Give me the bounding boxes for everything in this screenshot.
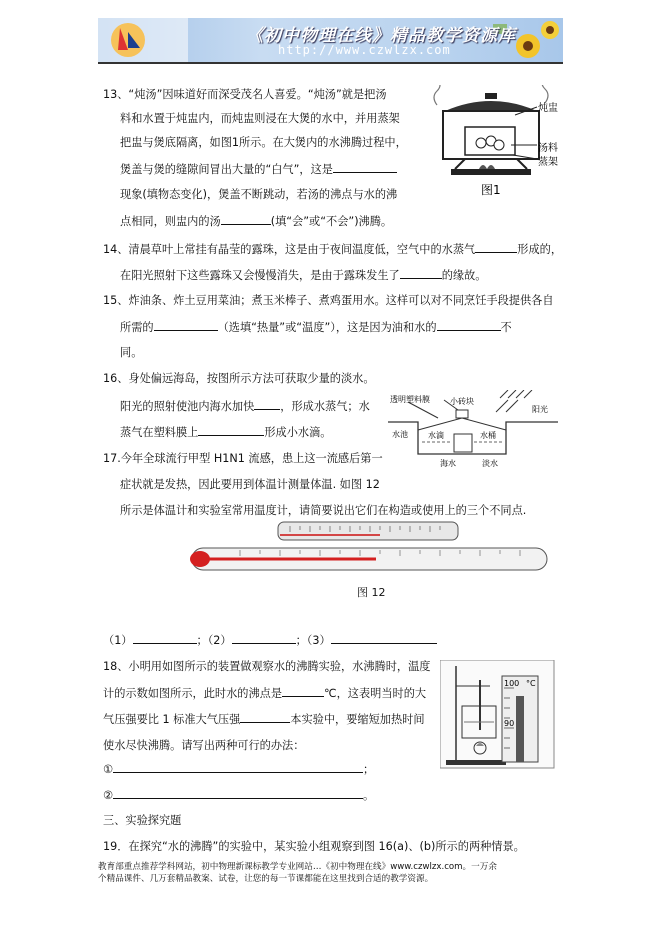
- q16-blank2[interactable]: [198, 425, 264, 436]
- q18-option2: ② 。: [103, 789, 375, 802]
- q16-line2: [120, 399, 370, 414]
- q14-line2-tail: 的缘故。: [441, 269, 487, 282]
- q18-line3-text: 气压强要比 1 标准大气压强: [103, 713, 241, 726]
- q14-blank1[interactable]: [475, 242, 517, 253]
- q18-option1: ① ；: [103, 763, 375, 776]
- fig1-caption: 图1: [481, 183, 501, 197]
- q16-line3: [120, 425, 331, 440]
- solar-label-fresh: 淡水: [482, 459, 498, 468]
- q13-line6-tail: (填“会”或“不会”)沸腾。: [270, 215, 393, 228]
- q13-line1: 13、“炖汤”因味道好而深受茂名人喜爱。“炖汤”就是把汤: [103, 88, 387, 101]
- q14-line1: [103, 242, 562, 257]
- solar-label-drop: 水滴: [428, 431, 444, 440]
- footer-line1: 教育部重点推荐学科网站，初中物理新课标教学专业网站…《初中物理在线》www.czwlzx.com。一万余: [98, 862, 497, 872]
- figure12-thermometers: [180, 520, 555, 580]
- q16-line1: 16、身处偏远海岛，按图所示方法可获取少量的淡水。: [103, 372, 375, 385]
- q18-line3-tail: 本实验中，要缩短加热时间: [290, 713, 425, 726]
- q18-blank1[interactable]: [282, 686, 324, 697]
- q17-answer2-label: ；（2）: [196, 634, 232, 647]
- q18-line2-text: 计的示数如图所示，此时水的沸点是: [103, 687, 283, 700]
- q18-option2-blank[interactable]: [113, 788, 363, 799]
- q17-line2: 症状就是发热，因此要用到体温计测量体温. 如图 12: [120, 478, 380, 491]
- q15-line2: [120, 320, 512, 335]
- q18-line2: [103, 686, 426, 701]
- q18-option2-label: ②: [103, 789, 114, 802]
- q16-line3-text: 蒸气在塑料膜上: [120, 426, 199, 439]
- q13-blank2[interactable]: [221, 214, 271, 225]
- q16-blank1[interactable]: [254, 399, 280, 410]
- q13-line3: 把盅与煲底隔离，如图1所示。在大煲内的水沸腾过程中，: [120, 136, 407, 149]
- fig1-label-zhengjia: 蒸架: [538, 157, 558, 168]
- banner-title: 《初中物理在线》精品教学资源库: [246, 26, 516, 46]
- q18-blank2[interactable]: [240, 712, 290, 723]
- q17-line1: 17.今年全球流行甲型 H1N1 流感，患上这一流感后第一: [103, 452, 383, 465]
- q15-line2-mid: （选填“热量”或“温度”），这是因为油和水的: [217, 321, 437, 334]
- q13-line6: [120, 214, 392, 229]
- q17-answers: [103, 633, 437, 648]
- q18-option1-blank[interactable]: [113, 762, 363, 773]
- fig1-label-zhongpot: 炖盅: [538, 103, 558, 114]
- figure-solar-still: [388, 390, 558, 470]
- footer-line2: 个精品课件、几万套精品教案、试卷，让您的每一节课都能在这里找到合适的教学资源。: [98, 874, 434, 884]
- section3-heading: 三、实验探究题: [103, 814, 182, 827]
- q14-line2-text: 在阳光照射下这些露珠又会慢慢消失，是由于露珠发生了: [120, 269, 400, 282]
- q17-answer3-blank[interactable]: [331, 633, 437, 644]
- q14-line1-text: 14、清晨草叶上常挂有晶莹的露珠，这是由于夜间温度低，空气中的水蒸气: [103, 243, 476, 256]
- q19-line1: 19．在探究“水的沸腾”的实验中，某实验小组观察到图 16(a)、(b)所示的两种情景。: [103, 840, 525, 853]
- q16-line2-tail: ，形成水蒸气；水: [280, 400, 370, 413]
- q17-answer2-blank[interactable]: [232, 633, 296, 644]
- q17-answer3-label: ；（3）: [295, 634, 331, 647]
- q13-line4-text: 煲盖与煲的缝隙间冒出大量的“白气”，这是: [120, 163, 333, 176]
- q18-line3: [103, 712, 425, 727]
- q17-answer1-label: （1）: [103, 634, 133, 647]
- q13-blank1[interactable]: [333, 162, 397, 173]
- q15-line1: 15、炸油条、炸土豆用菜油；煮玉米棒子、煮鸡蛋用水。这样可以对不同烹饪手段提供各自: [103, 294, 554, 307]
- solar-label-sun: 阳光: [532, 405, 548, 414]
- fig1-label-tangliao: 汤料: [538, 143, 558, 154]
- q16-line2-text: 阳光的照射使池内海水加快: [120, 400, 255, 413]
- q14-line1-tail: 形成的，: [517, 243, 563, 256]
- therm-label-90: 90: [504, 719, 515, 728]
- figure12-caption: 图 12: [357, 586, 386, 599]
- q18-line2-tail: ℃，这表明当时的大: [324, 687, 427, 700]
- solar-label-pool: 水池: [392, 430, 408, 439]
- q18-option1-label: ①: [103, 763, 114, 776]
- q18-line1: 18、小明用如图所示的装置做观察水的沸腾实验，水沸腾时，温度: [103, 660, 431, 673]
- solar-label-bucket: 水桶: [480, 431, 496, 440]
- header-banner: [98, 18, 563, 64]
- q15-line2-text: 所需的: [120, 321, 154, 334]
- q18-line4: 使水尽快沸腾。请写出两种可行的办法：: [103, 739, 305, 752]
- solar-label-brick: 小砖块: [450, 397, 474, 406]
- q15-line2-tail: 不: [500, 321, 512, 334]
- q15-blank1[interactable]: [154, 320, 218, 331]
- q13-line5: 现象(填物态变化)，煲盖不断跳动，若汤的沸点与水的沸: [120, 188, 398, 201]
- figure1-pot: [425, 85, 565, 200]
- q14-line2: [120, 268, 486, 283]
- q17-answer1-blank[interactable]: [133, 633, 197, 644]
- q13-line2: 料和水置于炖盅内，而炖盅则浸在大煲的水中，并用蒸架: [120, 112, 400, 125]
- q15-line3: 同。: [120, 346, 143, 359]
- q13-line4: [120, 162, 397, 177]
- solar-label-sea: 海水: [440, 459, 456, 468]
- q16-line3-tail: 形成小水滴。: [264, 426, 332, 439]
- q15-blank2[interactable]: [437, 320, 501, 331]
- q17-line3: 所示是体温计和实验室常用温度计，请简要说出它们在构造或使用上的三个不同点.: [120, 504, 527, 517]
- banner-url: http://www.czwlzx.com: [278, 43, 451, 57]
- q14-blank2[interactable]: [400, 268, 442, 279]
- q13-line6-text: 点相同，则盅内的汤: [120, 215, 221, 228]
- therm-label-100: 100: [504, 679, 520, 688]
- solar-label-film: 透明塑料膜: [390, 395, 430, 404]
- figure-boiling-setup: [440, 660, 555, 770]
- therm-label-unit: °C: [526, 679, 536, 688]
